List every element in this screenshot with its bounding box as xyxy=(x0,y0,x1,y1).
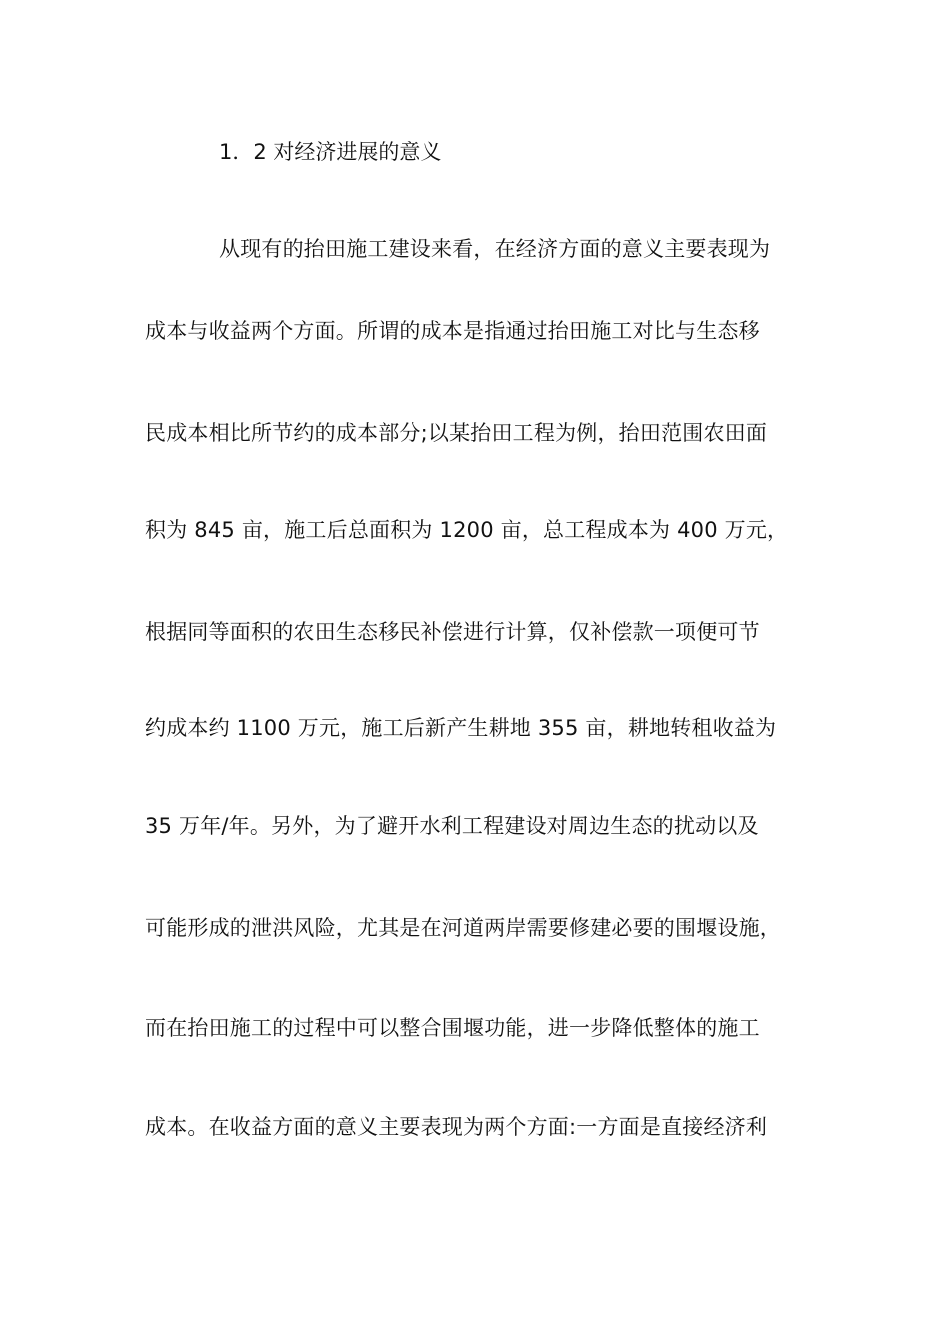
paragraph-line: 35 万年/年。另外，为了避开水利工程建设对周边生态的扰动以及 xyxy=(145,814,759,838)
paragraph-line: 根据同等面积的农田生态移民补偿进行计算，仅补偿款一项便可节 xyxy=(145,620,760,644)
paragraph-line: 成本。在收益方面的意义主要表现为两个方面:一方面是直接经济利 xyxy=(145,1115,768,1139)
paragraph-line: 积为 845 亩，施工后总面积为 1200 亩，总工程成本为 400 万元， xyxy=(145,518,789,542)
paragraph-line: 民成本相比所节约的成本部分;以某抬田工程为例，抬田范围农田面 xyxy=(145,421,768,445)
paragraph-line: 从现有的抬田施工建设来看，在经济方面的意义主要表现为 xyxy=(219,237,771,261)
paragraph-line: 而在抬田施工的过程中可以整合围堰功能，进一步降低整体的施工 xyxy=(145,1016,760,1040)
paragraph-line: 成本与收益两个方面。所谓的成本是指通过抬田施工对比与生态移 xyxy=(145,319,760,343)
paragraph-line: 约成本约 1100 万元，施工后新产生耕地 355 亩，耕地转租收益为 xyxy=(145,716,777,740)
paragraph-line: 可能形成的泄洪风险，尤其是在河道两岸需要修建必要的围堰设施， xyxy=(145,916,781,940)
section-heading: 1．2 对经济进展的意义 xyxy=(219,140,442,164)
